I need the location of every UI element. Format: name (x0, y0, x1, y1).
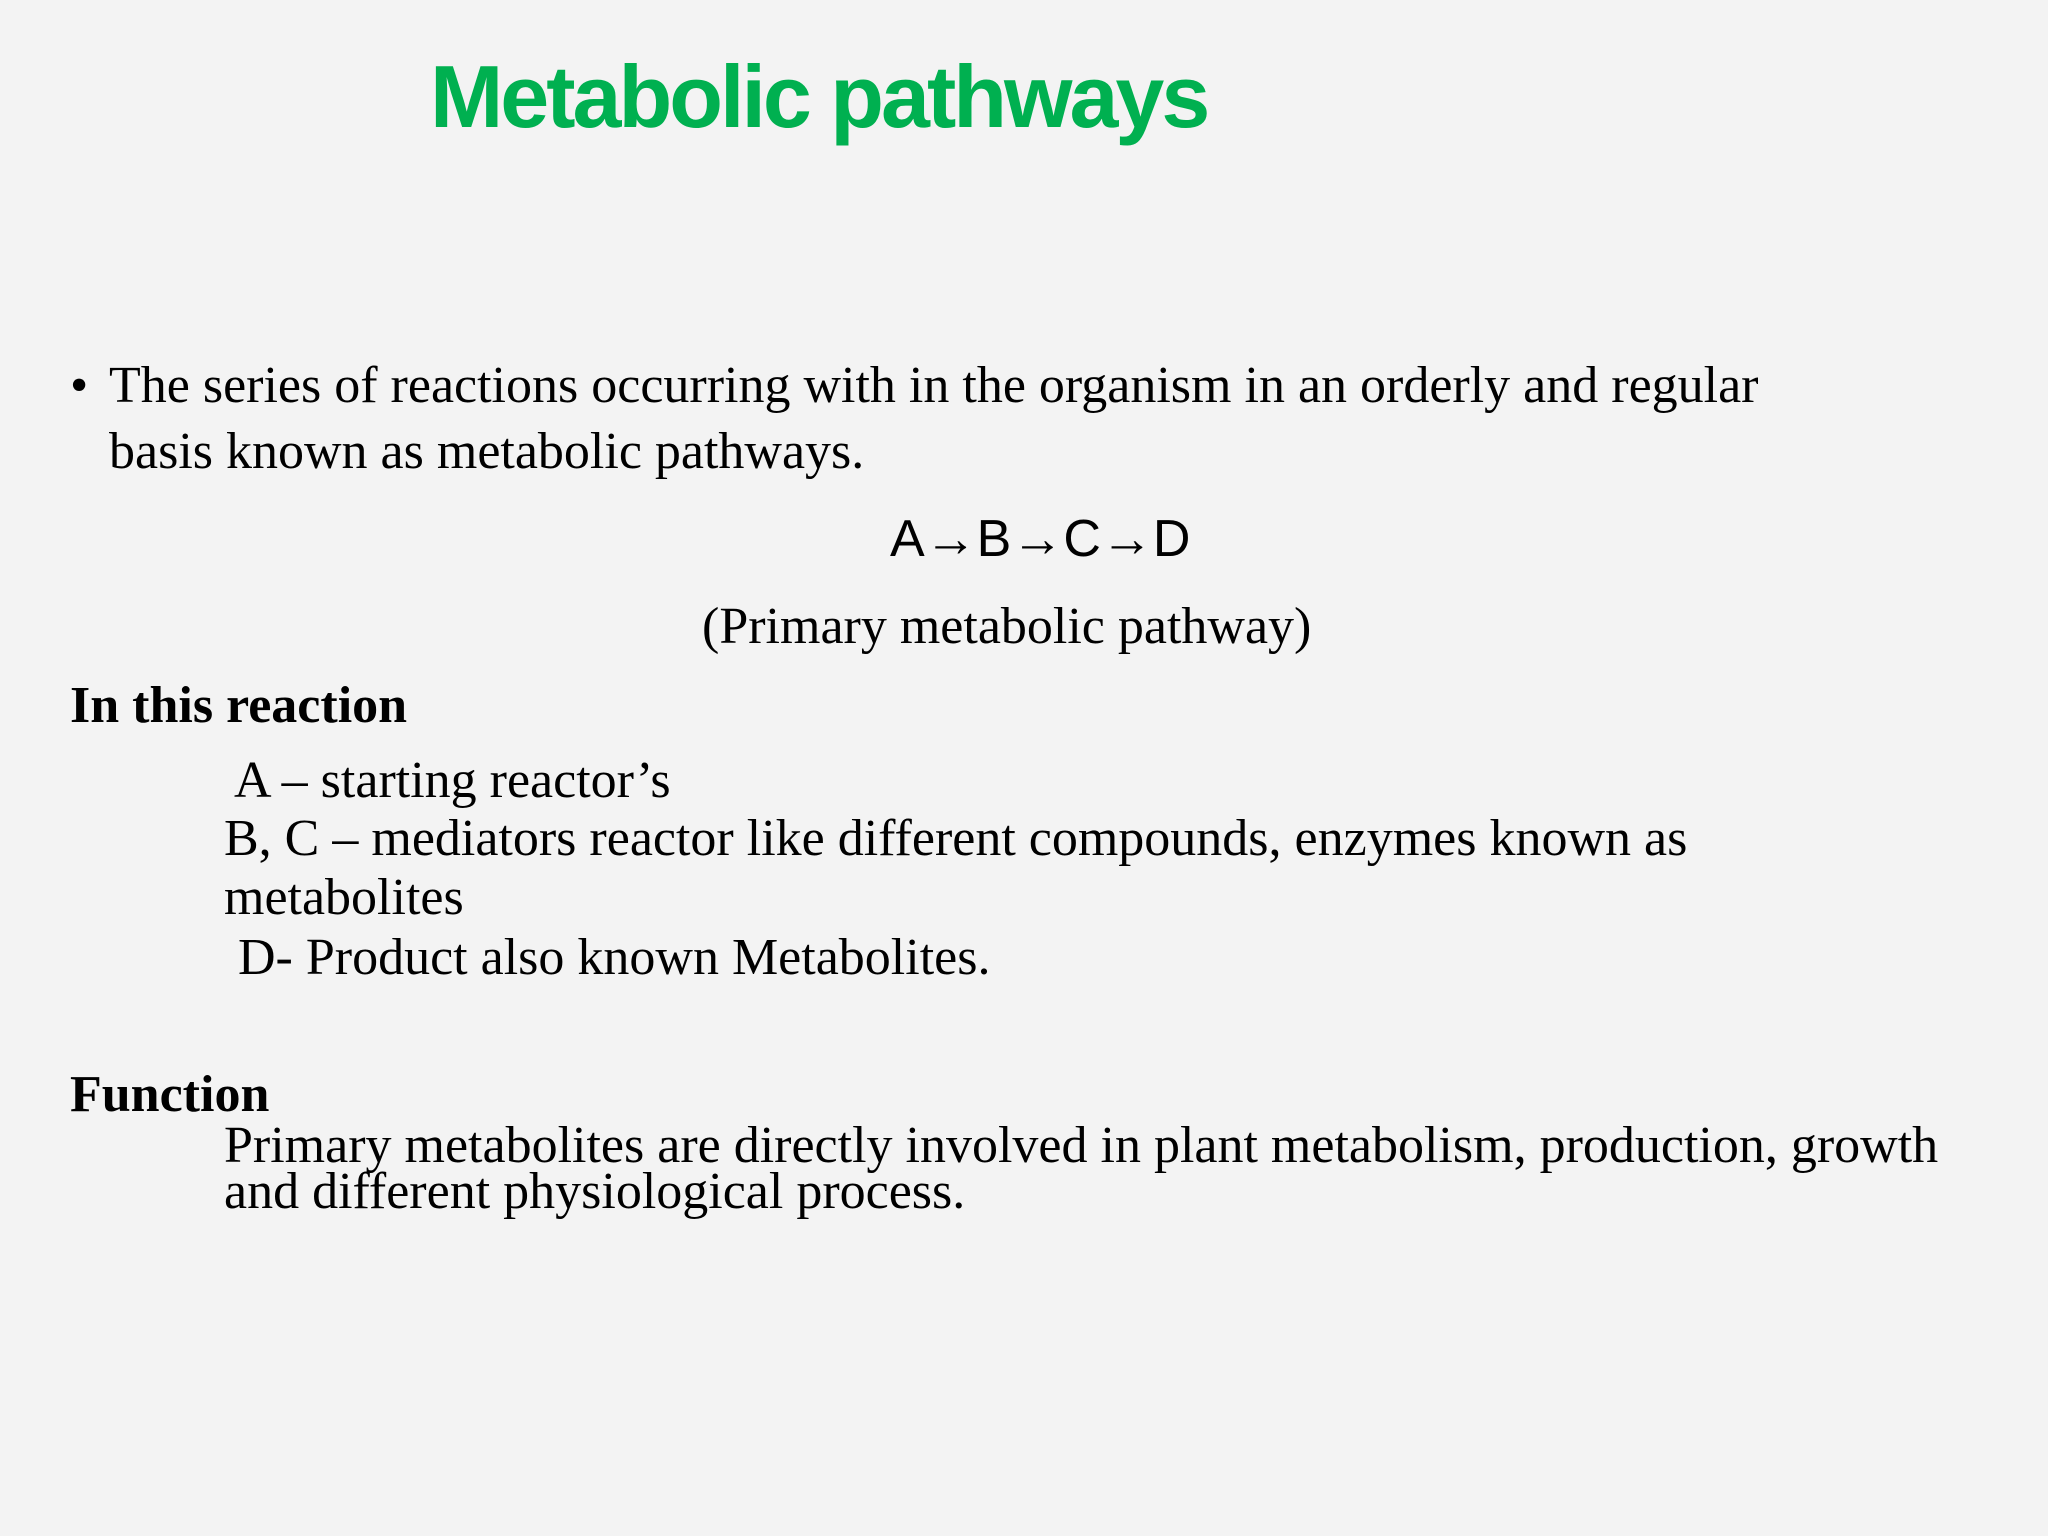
pathway-caption: (Primary metabolic pathway) (702, 598, 1312, 655)
reaction-item-d: D- Product also known Metabolites. (238, 929, 991, 986)
slide-title: Metabolic pathways (430, 47, 1208, 146)
reaction-heading: In this reaction (70, 677, 408, 734)
reaction-item-bc-continuation: metabolites (224, 869, 464, 926)
bullet-icon: • (70, 357, 89, 414)
reaction-item-bc: B, C – mediators reactor like different compounds, enzymes known as (224, 810, 1688, 867)
intro-text: The series of reactions occurring with in the organism in an orderly and regular basis known as metabolic pathways. (109, 357, 1759, 480)
function-heading: Function (70, 1066, 270, 1123)
intro-bullet (70, 353, 1870, 485)
reaction-item-a: A – starting reactor’s (234, 752, 671, 809)
pathway-equation: A→B→C→D (890, 510, 1191, 568)
function-text: Primary metabolites are directly involved in plant metabolism, production, growth and different physiological process. (224, 1117, 1939, 1220)
